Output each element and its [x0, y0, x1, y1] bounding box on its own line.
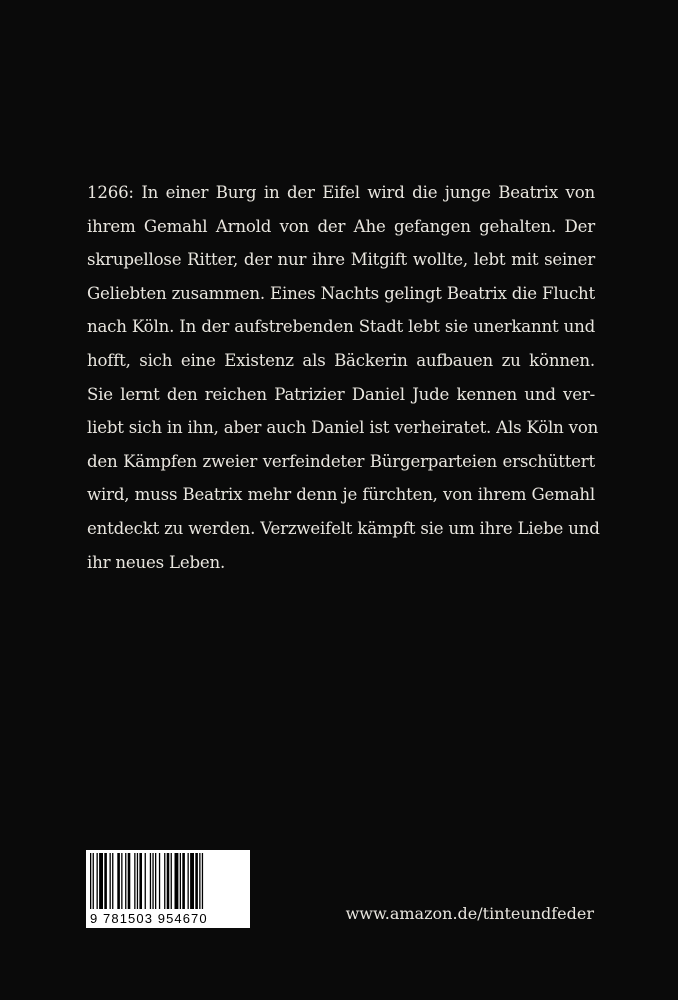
barcode-bar [182, 853, 185, 909]
blurb-line-9: den Kämpfen zweier verfeindeter Bürgerparteien erschüttert [87, 451, 595, 471]
blurb-line-7: Sie lernt den reichen Patrizier Daniel Jude kennen und ver- [87, 384, 595, 404]
isbn-barcode [86, 850, 250, 928]
barcode-bar [159, 853, 160, 909]
barcode-bar [150, 853, 151, 909]
blurb-line-3: skrupellose Ritter, der nur ihre Mitgift wollte, lebt mit seiner [87, 250, 595, 270]
barcode-bar [199, 853, 200, 909]
barcode-bar [125, 853, 126, 909]
blurb-line-2: ihrem Gemahl Arnold von der Ahe gefangen gehalten. Der [87, 216, 595, 236]
barcode-bar [93, 853, 94, 909]
barcode-bar [164, 853, 165, 909]
isbn-number: 9 781503 954670 [90, 911, 208, 926]
blurb-line-4: Geliebten zusammen. Eines Nachts gelingt Beatrix die Flucht [87, 283, 595, 303]
barcode-bar [155, 853, 156, 909]
barcode-bar [190, 853, 194, 909]
barcode-bar [139, 853, 142, 909]
barcode-bar [104, 853, 107, 909]
barcode-bar [128, 853, 131, 909]
barcode-bar [171, 853, 172, 909]
barcode-bar [99, 853, 103, 909]
barcode-bar [134, 853, 135, 909]
blurb-text [87, 176, 600, 579]
barcode-bar [145, 853, 146, 909]
barcode-bar [152, 853, 153, 909]
barcode-bar [110, 853, 111, 909]
barcode-bar [202, 853, 203, 909]
barcode-bar [117, 853, 120, 909]
blurb-line-1: 1266: In einer Burg in der Eifel wird die junge Beatrix von [87, 183, 595, 202]
barcode-bar [137, 853, 138, 909]
blurb-line-8: liebt sich in ihn, aber auch Daniel ist verheiratet. Als Köln von [87, 418, 599, 438]
barcode-bar [195, 853, 198, 909]
barcode-bars [90, 853, 246, 909]
blurb-line-11: entdeckt zu werden. Verzweifelt kämpft sie um ihre Liebe und [87, 518, 600, 538]
barcode-bar [175, 853, 179, 909]
barcode-bar [121, 853, 122, 909]
barcode-bar [97, 853, 98, 909]
barcode-bar [188, 853, 189, 909]
blurb-line-5: nach Köln. In der aufstrebenden Stadt lebt sie unerkannt und [87, 317, 595, 337]
publisher-url[interactable]: www.amazon.de/tinteundfeder [345, 904, 594, 923]
barcode-bar [167, 853, 170, 909]
barcode-bar [112, 853, 113, 909]
barcode-bar [90, 853, 91, 909]
blurb-line-12: ihr neues Leben. [87, 552, 226, 572]
blurb-line-6: hofft, sich eine Existenz als Bäckerin aufbauen zu können. [87, 350, 595, 370]
barcode-bar [180, 853, 181, 909]
blurb-line-10: wird, muss Beatrix mehr denn je fürchten, von ihrem Gemahl [87, 485, 595, 505]
